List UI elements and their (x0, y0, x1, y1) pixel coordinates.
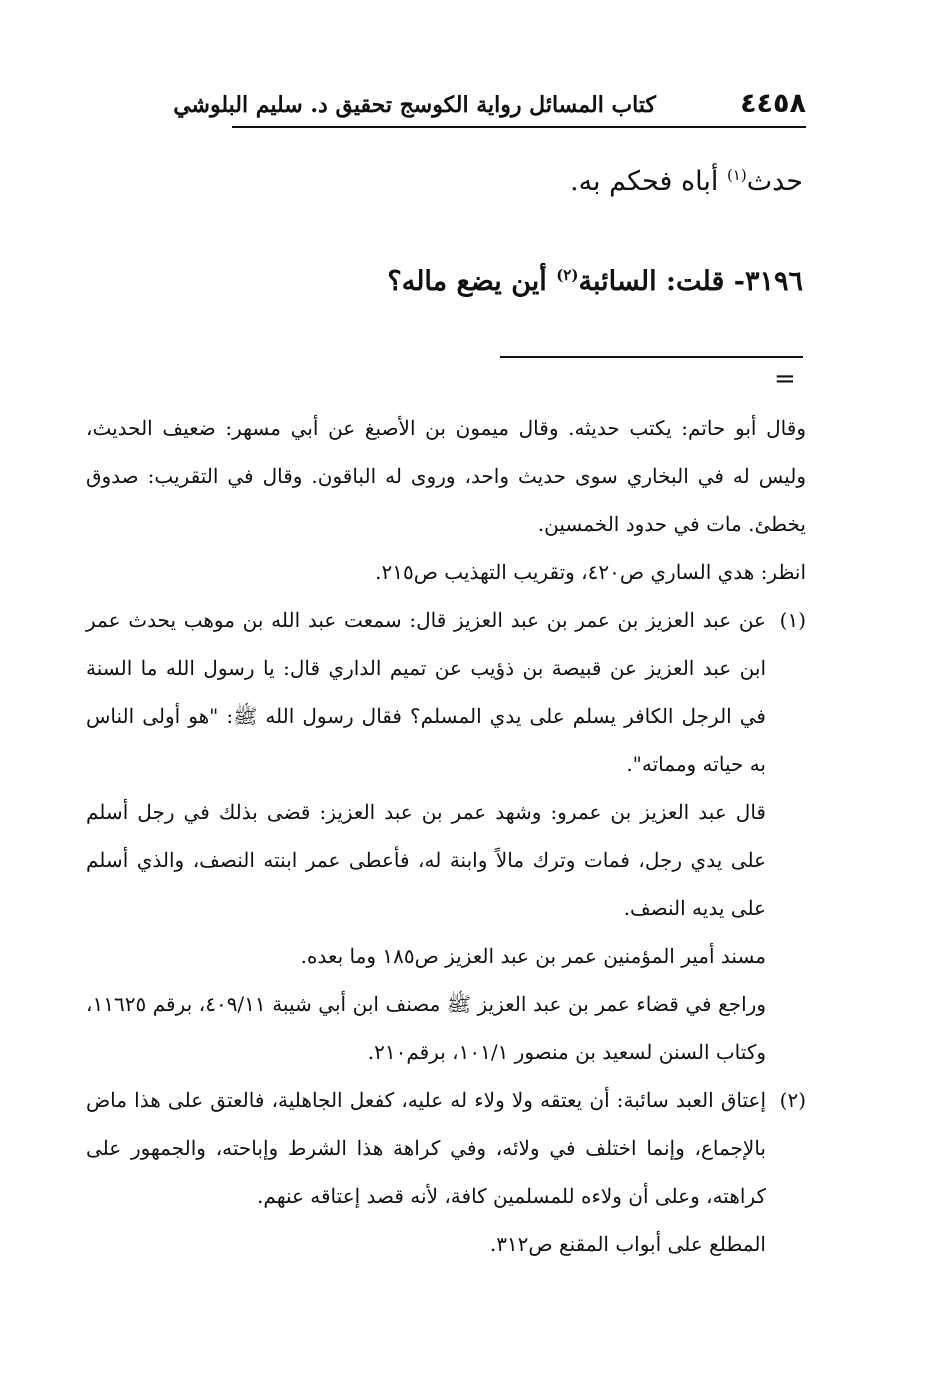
page-header (173, 86, 806, 126)
footnote-1 (86, 596, 806, 788)
footnote-2-paragraph-2: المطلع على أبواب المقنع ص٣١٢. (489, 1232, 766, 1256)
footnote-1-number: (١) (779, 608, 806, 632)
main-text-line-1 (570, 166, 803, 197)
footnote-2-text: إعتاق العبد سائبة: أن يعتقه ولا ولاء له عليه، كفعل الجاهلية، فالعتق على هذا ماض بالإجماع، وإنما اختلف في ولائه، وفي كراهة هذا الشرط وإباحته، والجمهور على كراهته، وعلى أن ولاءه للمسلمين كافة، لأنه قصد إعتاقه عنهم. (86, 1088, 766, 1208)
footnote-1-paragraph-3: مسند أمير المؤمنين عمر بن عبد العزيز ص١٨٥ وما بعده. (300, 944, 766, 968)
running-title: كتاب المسائل رواية الكوسج تحقيق د. سليم البلوشي (173, 92, 656, 118)
footnote-ref-1: (١) (726, 166, 747, 184)
issue-3196-start: ٣١٩٦- قلت: السائبة (578, 266, 803, 297)
issue-3196-question (387, 266, 803, 297)
footnote-1-paragraph-2: قال عبد العزيز بن عمرو: وشهد عمر بن عبد العزيز: قضى بذلك في رجل أسلم على يدي رجل، فمات وترك مالاً وابنة له، فأعطى عمر ابنته النصف، والذي أسلم على يديه النصف. (86, 800, 766, 920)
footnote-continuation-mark: = (774, 364, 796, 394)
issue-3196-end: أين يضع ماله؟ (387, 266, 557, 297)
footnote-1-paragraph-4: وراجع في قضاء عمر بن عبد العزيز ﷺ مصنف ابن أبي شيبة ٤٠٩/١١، برقم ١١٦٢٥، وكتاب السنن لسعيد بن منصور ١٠١/١، برقم٢١٠. (86, 992, 766, 1064)
footnote-continuation-reference: انظر: هدي الساري ص٤٢٠، وتقريب التهذيب ص٢١٥. (375, 560, 806, 584)
footnote-separator-rule (500, 356, 803, 358)
main-text-line-1-end: أباه فحكم به. (570, 166, 727, 197)
header-rule (232, 126, 806, 128)
page-number: ٤٤٥٨ (740, 88, 806, 119)
footnote-2 (86, 1076, 806, 1220)
footnote-2-number: (٢) (779, 1088, 806, 1112)
footnote-1-text: عن عبد العزيز بن عمر بن عبد العزيز قال: سمعت عبد الله بن موهب يحدث عمر ابن عبد العزيز عن قبيصة بن ذؤيب عن تميم الداري قال: يا رسول الله ما السنة في الرجل الكافر يسلم على يدي المسلم؟ فقال رسول الله ﷺ: "هو أولى الناس به حياته ومماته". (86, 608, 766, 776)
footnote-ref-2: (٢) (556, 266, 579, 284)
main-text-line-1-start: حدث (746, 166, 803, 197)
footnote-continuation-paragraph: وقال أبو حاتم: يكتب حديثه. وقال ميمون بن الأصبغ عن أبي مسهر: ضعيف الحديث، وليس له في البخاري سوى حديث واحد، وروى له الباقون. وقال في التقريب: صدوق يخطئ. مات في حدود الخمسين. (86, 416, 806, 536)
footnotes-section (86, 404, 806, 1268)
